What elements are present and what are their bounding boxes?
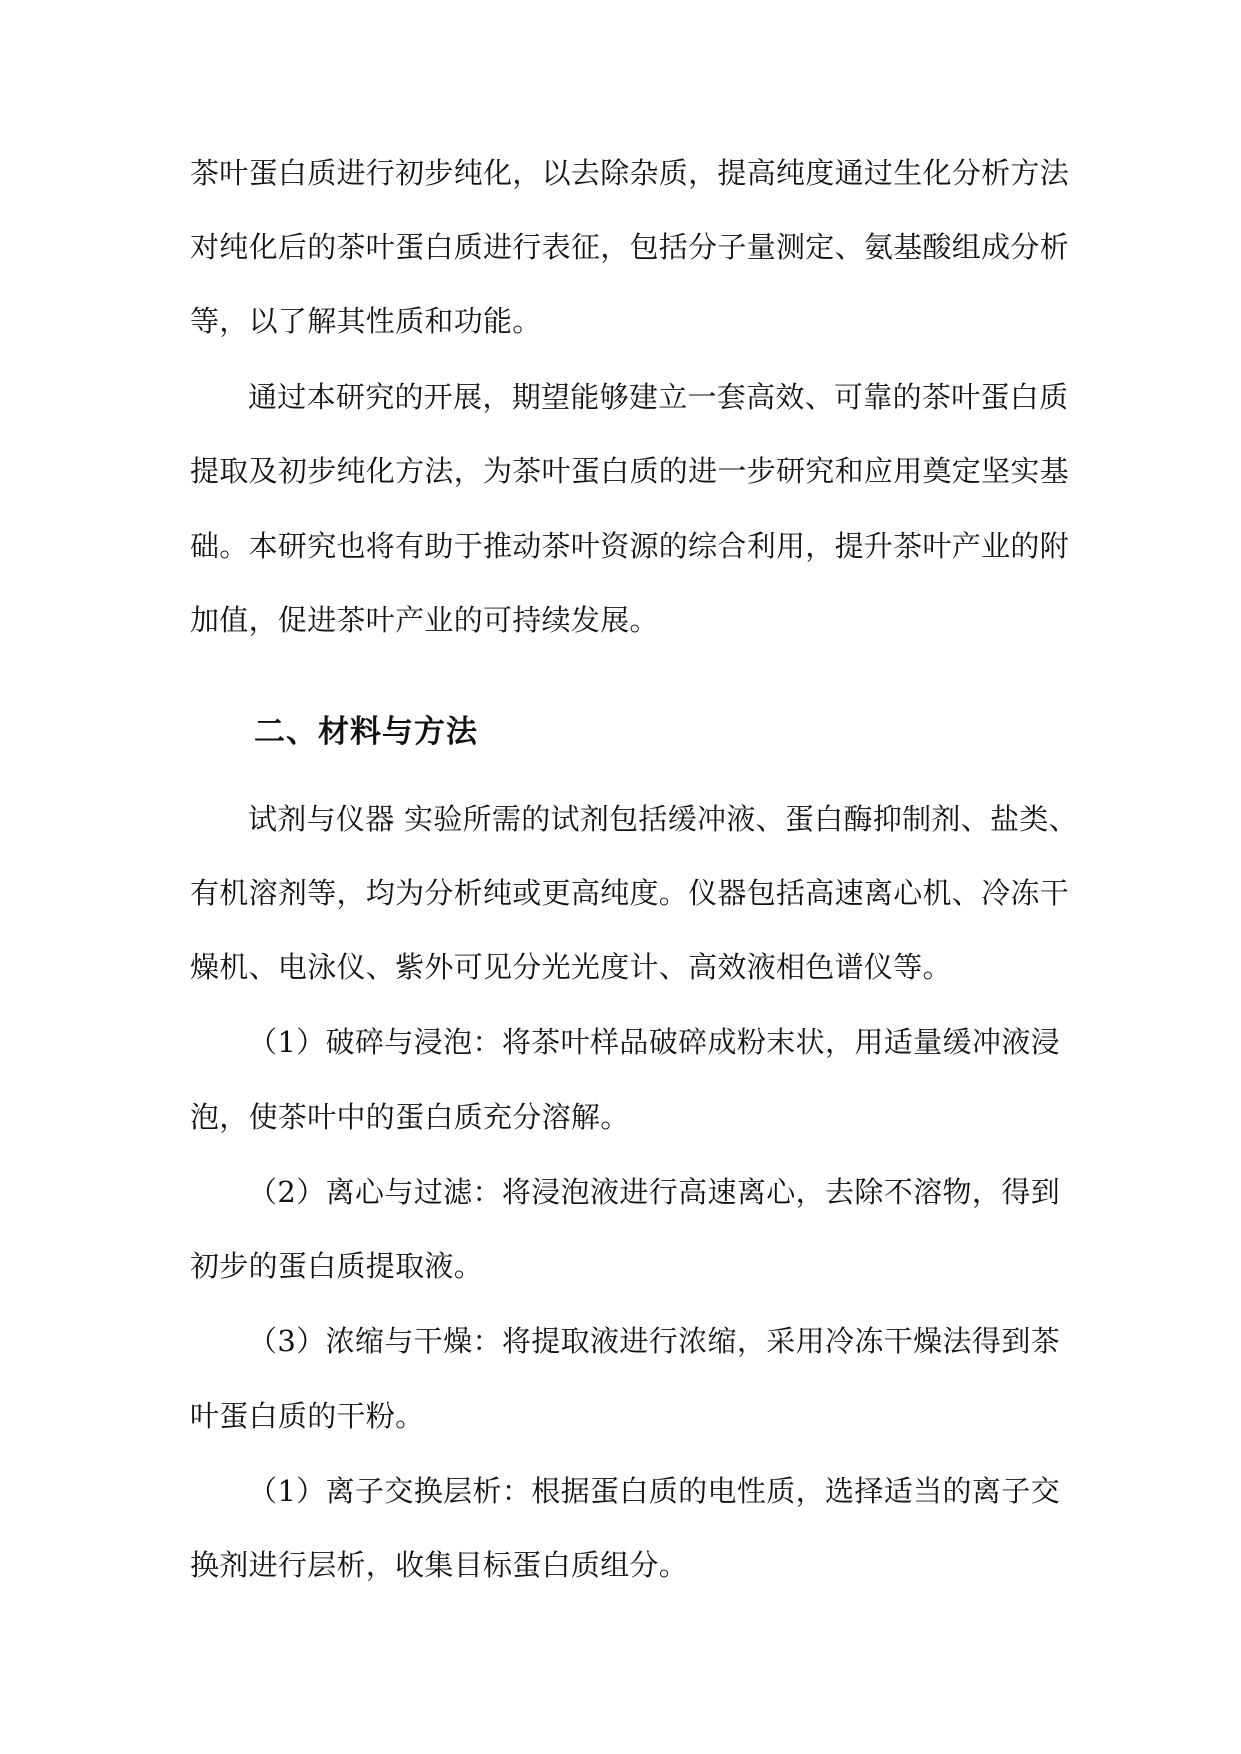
paragraph-line: 叶蛋白质的干粉。 <box>190 1399 425 1433</box>
paragraph-line: 加值，促进茶叶产业的可持续发展。 <box>190 603 659 637</box>
paragraph-line: （2）离心与过滤：将浸泡液进行高速离心，去除不溶物，得到 <box>248 1175 1060 1209</box>
paragraph-line: 通过本研究的开展，期望能够建立一套高效、可靠的茶叶蛋白质 <box>248 380 1069 414</box>
section-heading: 二、材料与方法 <box>254 714 478 750</box>
paragraph-line: （3）浓缩与干燥：将提取液进行浓缩，采用冷冻干燥法得到茶 <box>248 1324 1060 1358</box>
paragraph-line: 对纯化后的茶叶蛋白质进行表征，包括分子量测定、氨基酸组成分析 <box>190 230 1070 264</box>
paragraph-line: 换剂进行层析，收集目标蛋白质组分。 <box>190 1548 689 1582</box>
paragraph-line: 泡，使茶叶中的蛋白质充分溶解。 <box>190 1100 630 1134</box>
paragraph-line: 初步的蛋白质提取液。 <box>190 1249 484 1283</box>
paragraph-line: 茶叶蛋白质进行初步纯化，以去除杂质，提高纯度通过生化分析方法 <box>190 156 1070 190</box>
paragraph-line: 燥机、电泳仪、紫外可见分光光度计、高效液相色谱仪等。 <box>190 950 952 984</box>
paragraph-line: 等，以了解其性质和功能。 <box>190 304 542 338</box>
paragraph-line: 有机溶剂等，均为分析纯或更高纯度。仪器包括高速离心机、冷冻干 <box>190 876 1070 910</box>
paragraph-line: 础。本研究也将有助于推动茶叶资源的综合利用，提升茶叶产业的附 <box>190 529 1070 563</box>
paragraph-line: 试剂与仪器 实验所需的试剂包括缓冲液、蛋白酶抑制剂、盐类、 <box>248 802 1078 836</box>
paragraph-line: （1）离子交换层析：根据蛋白质的电性质，选择适当的离子交 <box>248 1474 1060 1508</box>
paragraph-line: （1）破碎与浸泡：将茶叶样品破碎成粉末状，用适量缓冲液浸 <box>248 1025 1060 1059</box>
paragraph-line: 提取及初步纯化方法，为茶叶蛋白质的进一步研究和应用奠定坚实基 <box>190 454 1070 488</box>
